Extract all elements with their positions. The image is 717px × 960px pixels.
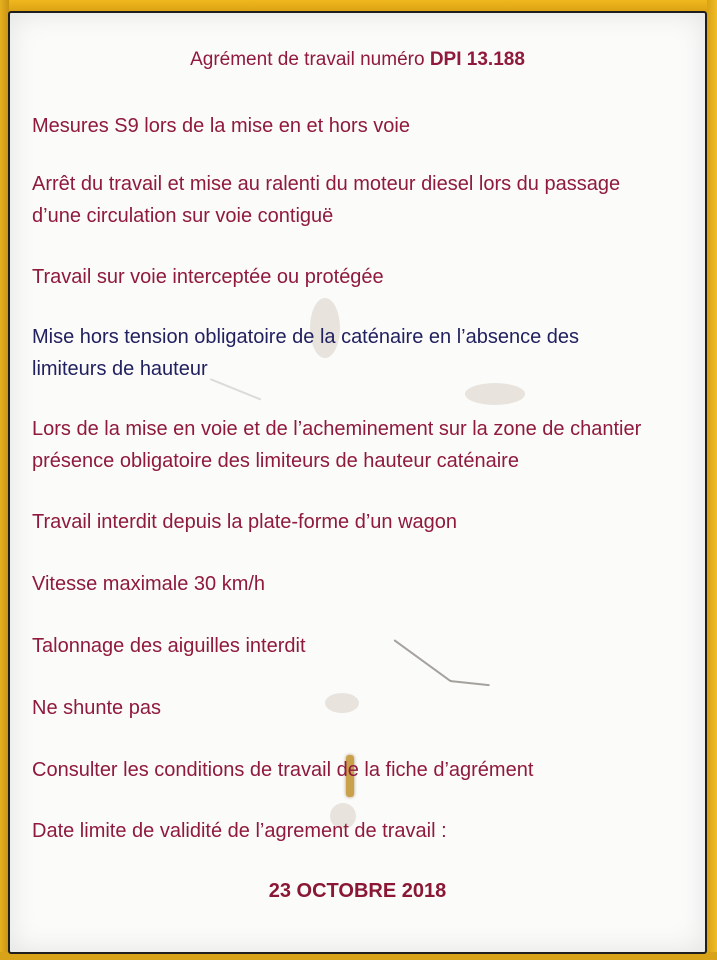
scratch-mark xyxy=(210,378,262,400)
rule-height-limiters-line-2: présence obligatoire des limiteurs de hauteur caténaire xyxy=(32,450,519,472)
rule-power-off-line-2: limiteurs de hauteur xyxy=(32,358,208,380)
scratch-mark xyxy=(450,680,490,686)
rule-power-off-line-1: Mise hors tension obligatoire de la caténaire en l’absence des xyxy=(32,326,580,348)
permit-title xyxy=(10,49,705,71)
rule-wagon-platform: Travail interdit depuis la plate-forme d’un wagon xyxy=(32,511,458,533)
sign-plate xyxy=(8,11,707,954)
validity-deadline: 23 OCTOBRE 2018 xyxy=(268,880,447,902)
scratch-mark xyxy=(393,639,451,682)
rule-s9-measures: Mesures S9 lors de la mise en et hors voie xyxy=(32,115,410,137)
permit-number: DPI 13.188 xyxy=(429,49,525,70)
rule-no-shunt: Ne shunte pas xyxy=(32,697,161,719)
rule-protected-track: Travail sur voie interceptée ou protégée xyxy=(32,266,384,288)
permit-title-prefix: Agrément de travail numéro xyxy=(190,49,425,70)
rule-stop-work-line-2: d’une circulation sur voie contiguë xyxy=(32,205,334,227)
rule-switch-trailing: Talonnage des aiguilles interdit xyxy=(32,635,306,657)
rule-height-limiters-line-1: Lors de la mise en voie et de l’acheminement sur la zone de chantier xyxy=(32,418,642,440)
rule-validity-label: Date limite de validité de l’agrement de travail : xyxy=(32,820,447,842)
rule-max-speed: Vitesse maximale 30 km/h xyxy=(32,573,266,595)
dirt-smudge xyxy=(325,693,359,713)
rule-consult-conditions: Consulter les conditions de travail de la fiche d’agrément xyxy=(32,759,534,781)
rule-stop-work-line-1: Arrêt du travail et mise au ralenti du moteur diesel lors du passage xyxy=(32,173,621,195)
yellow-frame-right xyxy=(707,0,717,960)
dirt-smudge xyxy=(465,383,525,405)
